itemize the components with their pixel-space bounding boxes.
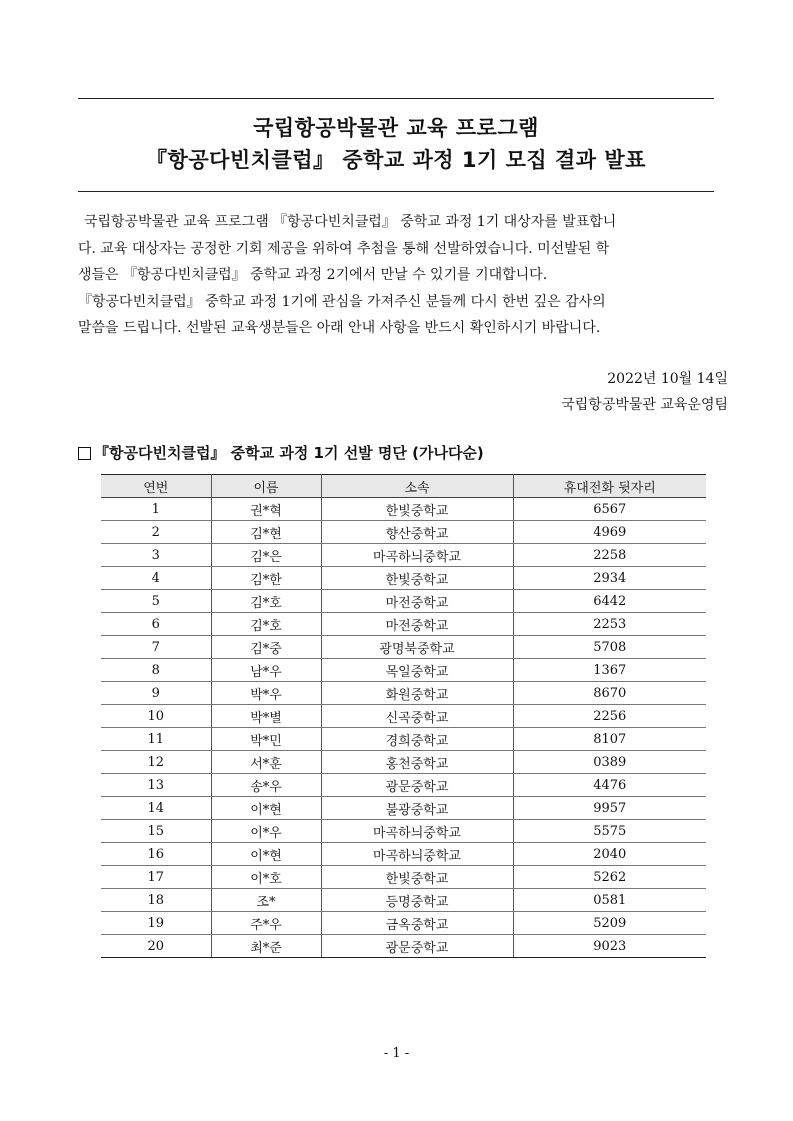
cell-school: 마곡하늬중학교	[321, 820, 513, 843]
table-row	[101, 498, 706, 521]
cell-name: 김*중	[211, 636, 321, 659]
cell-name: 남*우	[211, 659, 321, 682]
cell-name: 권*혁	[211, 498, 321, 521]
cell-number: 7	[101, 636, 211, 659]
cell-phone: 2040	[513, 843, 706, 866]
cell-name: 김*은	[211, 544, 321, 567]
cell-number: 8	[101, 659, 211, 682]
cell-phone: 5708	[513, 636, 706, 659]
cell-name: 박*별	[211, 705, 321, 728]
cell-number: 18	[101, 889, 211, 912]
cell-name: 송*우	[211, 774, 321, 797]
table-row	[101, 544, 706, 567]
cell-phone: 9023	[513, 935, 706, 958]
cell-school: 한빛중학교	[321, 567, 513, 590]
table-header-row	[101, 475, 706, 498]
paragraph-2-line: 『항공다빈치클럽』 중학교 과정 1기에 관심을 가져주신 분들께 다시 한번 깊은 감사의	[78, 293, 606, 310]
cell-school: 불광중학교	[321, 797, 513, 820]
cell-number: 2	[101, 521, 211, 544]
cell-school: 목일중학교	[321, 659, 513, 682]
cell-name: 이*호	[211, 866, 321, 889]
cell-name: 김*호	[211, 613, 321, 636]
cell-phone: 8670	[513, 682, 706, 705]
table-row	[101, 843, 706, 866]
cell-school: 신곡중학교	[321, 705, 513, 728]
cell-name: 주*우	[211, 912, 321, 935]
cell-phone: 2258	[513, 544, 706, 567]
checkbox-square-icon	[78, 447, 91, 460]
cell-name: 박*우	[211, 682, 321, 705]
cell-name: 최*준	[211, 935, 321, 958]
cell-school: 마전중학교	[321, 590, 513, 613]
announcement-date: 2022년 10월 14일	[607, 371, 728, 387]
cell-number: 6	[101, 613, 211, 636]
paragraph-1-line: 국립항공박물관 교육 프로그램 『항공다빈치클럽』 중학교 과정 1기 대상자를 발표합니	[84, 214, 617, 230]
cell-name: 서*훈	[211, 751, 321, 774]
cell-number: 20	[101, 935, 211, 958]
cell-school: 광문중학교	[321, 935, 513, 958]
cell-number: 19	[101, 912, 211, 935]
paragraph-1-line: 생들은 『항공다빈치클럽』 중학교 과정 2기에서 만날 수 있기를 기대합니다.	[78, 267, 548, 283]
section-heading	[78, 442, 484, 464]
cell-school: 홍천중학교	[321, 751, 513, 774]
cell-phone: 5575	[513, 820, 706, 843]
cell-phone: 2256	[513, 705, 706, 728]
issuing-team: 국립항공박물관 교육운영팀	[561, 397, 728, 413]
table-row	[101, 935, 706, 958]
selection-list-table	[101, 474, 706, 958]
table-row	[101, 590, 706, 613]
paragraph-1	[78, 209, 718, 289]
cell-school: 향산중학교	[321, 521, 513, 544]
cell-name: 김*현	[211, 521, 321, 544]
cell-phone: 8107	[513, 728, 706, 751]
cell-number: 17	[101, 866, 211, 889]
paragraph-1-line: 다. 교육 대상자는 공정한 기회 제공을 위하여 추첨을 통해 선발하였습니다. 미선발된 학	[78, 240, 610, 257]
title-bottom-rule	[78, 191, 714, 192]
cell-school: 등명중학교	[321, 889, 513, 912]
cell-phone: 5209	[513, 912, 706, 935]
cell-phone: 1367	[513, 659, 706, 682]
table-row	[101, 866, 706, 889]
table-row	[101, 889, 706, 912]
cell-phone: 4969	[513, 521, 706, 544]
table-row	[101, 705, 706, 728]
table-body	[101, 498, 706, 958]
cell-phone: 4476	[513, 774, 706, 797]
table-row	[101, 659, 706, 682]
cell-school: 광문중학교	[321, 774, 513, 797]
table-row	[101, 912, 706, 935]
cell-phone: 6442	[513, 590, 706, 613]
table-row	[101, 682, 706, 705]
column-header-name: 이름	[211, 475, 321, 498]
cell-name: 김*한	[211, 567, 321, 590]
cell-phone: 2253	[513, 613, 706, 636]
table-row	[101, 820, 706, 843]
table-row	[101, 567, 706, 590]
column-header-school: 소속	[321, 475, 513, 498]
cell-name: 이*현	[211, 843, 321, 866]
table-row	[101, 521, 706, 544]
cell-number: 11	[101, 728, 211, 751]
cell-school: 화원중학교	[321, 682, 513, 705]
cell-number: 13	[101, 774, 211, 797]
cell-school: 금옥중학교	[321, 912, 513, 935]
cell-school: 마곡하늬중학교	[321, 544, 513, 567]
cell-phone: 0389	[513, 751, 706, 774]
cell-name: 이*현	[211, 797, 321, 820]
cell-number: 12	[101, 751, 211, 774]
cell-name: 박*민	[211, 728, 321, 751]
cell-school: 한빛중학교	[321, 866, 513, 889]
cell-number: 4	[101, 567, 211, 590]
cell-number: 14	[101, 797, 211, 820]
cell-school: 경희중학교	[321, 728, 513, 751]
cell-number: 5	[101, 590, 211, 613]
column-header-number: 연번	[101, 475, 211, 498]
section-heading-text: 『항공다빈치클럽』 중학교 과정 1기 선발 명단 (가나다순)	[94, 444, 484, 462]
table-row	[101, 774, 706, 797]
cell-phone: 9957	[513, 797, 706, 820]
column-header-phone: 휴대전화 뒷자리	[513, 475, 706, 498]
page-title-line1: 국립항공박물관 교육 프로그램	[253, 116, 539, 140]
top-rule	[78, 98, 714, 99]
cell-school: 광명북중학교	[321, 636, 513, 659]
cell-number: 9	[101, 682, 211, 705]
cell-school: 마곡하늬중학교	[321, 843, 513, 866]
cell-phone: 2934	[513, 567, 706, 590]
paragraph-2	[78, 289, 718, 342]
cell-name: 조*	[211, 889, 321, 912]
table-row	[101, 613, 706, 636]
cell-name: 김*호	[211, 590, 321, 613]
page-title-line2: 『항공다빈치클럽』 중학교 과정 1기 모집 결과 발표	[146, 148, 646, 172]
table-row	[101, 636, 706, 659]
table-row	[101, 751, 706, 774]
cell-phone: 6567	[513, 498, 706, 521]
cell-number: 15	[101, 820, 211, 843]
cell-phone: 5262	[513, 866, 706, 889]
page-number: - 1 -	[383, 1046, 410, 1061]
cell-school: 한빛중학교	[321, 498, 513, 521]
cell-phone: 0581	[513, 889, 706, 912]
cell-number: 1	[101, 498, 211, 521]
cell-school: 마전중학교	[321, 613, 513, 636]
cell-name: 이*우	[211, 820, 321, 843]
table-row	[101, 797, 706, 820]
announcement-body	[78, 209, 718, 342]
cell-number: 3	[101, 544, 211, 567]
cell-number: 10	[101, 705, 211, 728]
cell-number: 16	[101, 843, 211, 866]
table-row	[101, 728, 706, 751]
paragraph-2-line: 말씀을 드립니다. 선발된 교육생분들은 아래 안내 사항을 반드시 확인하시기 바랍니다.	[78, 320, 601, 336]
